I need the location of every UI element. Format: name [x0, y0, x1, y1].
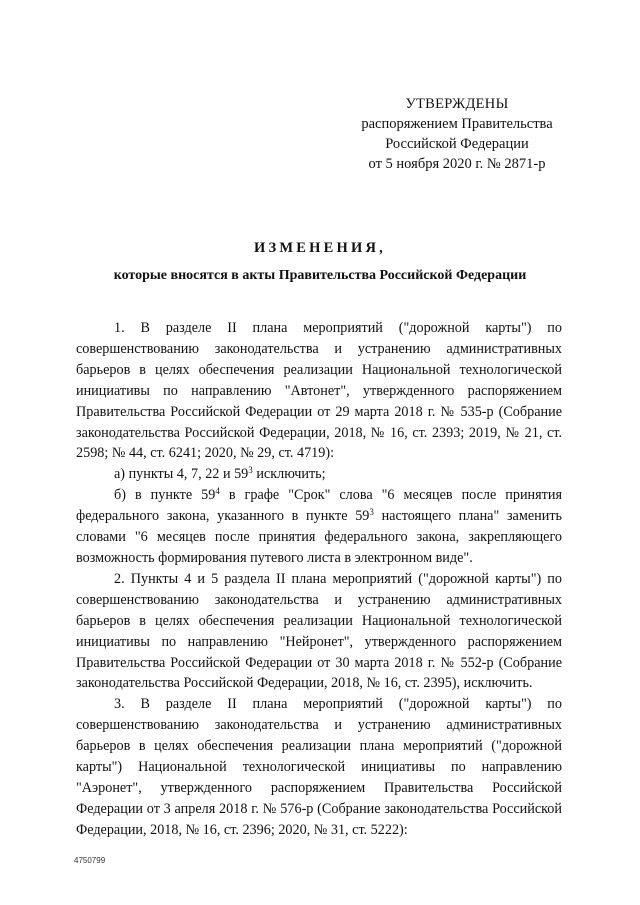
paragraph-1b-text-1: б) в пункте 59 — [114, 487, 216, 504]
superscript: 4 — [215, 486, 220, 497]
superscript: 3 — [369, 507, 374, 518]
paragraph-1a — [76, 464, 562, 485]
document-title: ИЗМЕНЕНИЯ, — [254, 240, 386, 256]
approval-line-order: распоряжением Правительства — [361, 116, 553, 132]
approval-heading: УТВЕРЖДЕНЫ — [405, 96, 509, 112]
superscript: 3 — [248, 465, 253, 476]
approval-line-country: Российской Федерации — [385, 136, 529, 152]
paragraph-1a-text: а) пункты 4, 7, 22 и 59 — [114, 466, 249, 483]
paragraph-1a-text-end: исключить; — [252, 466, 326, 483]
approval-line-date: от 5 ноября 2020 г. № 2871-р — [368, 156, 546, 172]
document-subtitle: которые вносятся в акты Правительства Российской Федерации — [113, 268, 527, 283]
paragraph-2: 2. Пункты 4 и 5 раздела II плана мероприятий ("дорожной карты") по совершенствованию законодательства и устранению административных барьеров в целях обеспечения реализации Национальной технологической инициативы по направлению "Нейронет", утвержденного распоряжением Правительства Российской Федерации от 30 марта 2018 г. № 552-р (Собрание законодательства Российской Федерации, 2018, № 16, ст. 2395), исключить. — [76, 570, 562, 692]
paragraph-1: 1. В разделе II плана мероприятий ("дорожной карты") по совершенствованию законодательства и устранению административных барьеров в целях обеспечения реализации Национальной технологической инициативы по направлению "Автонет", утвержденного распоряжением Правительства Российской Федерации от 29 марта 2018 г. № 535-р (Собрание законодательства Российской Федерации, 2018, № 16, ст. 2393; 2019, № 21, ст. 2598; № 44, ст. 6241; 2020, № 29, ст. 4719): — [76, 320, 562, 462]
paragraph-3: 3. В разделе II плана мероприятий ("дорожной карты") по совершенствованию законодательства и устранению административных барьеров в целях обеспечения реализации плана мероприятий ("дорожной карты") Национальной технологической инициативы по направлению "Аэронет", утвержденного распоряжением Правительства Российской Федерации от 3 апреля 2018 г. № 576-р (Собрание законодательства Российской Федерации, 2018, № 16, ст. 2396; 2020, № 31, ст. 5222): — [76, 696, 562, 838]
paragraph-1b — [76, 485, 562, 569]
document-code: 4750799 — [74, 856, 106, 865]
paragraph-1b-text-2: в графе "Срок" слова "6 месяцев после принятия федерального закона, указанного в пункте 59 — [76, 487, 562, 525]
paragraph-1b-text-3: настоящего плана" заменить словами "6 месяцев после принятия федерального закона, закрепляющего возможность формирования путевого листа в электронном виде". — [76, 508, 562, 566]
approval-block — [352, 94, 562, 174]
document-body — [76, 318, 562, 841]
